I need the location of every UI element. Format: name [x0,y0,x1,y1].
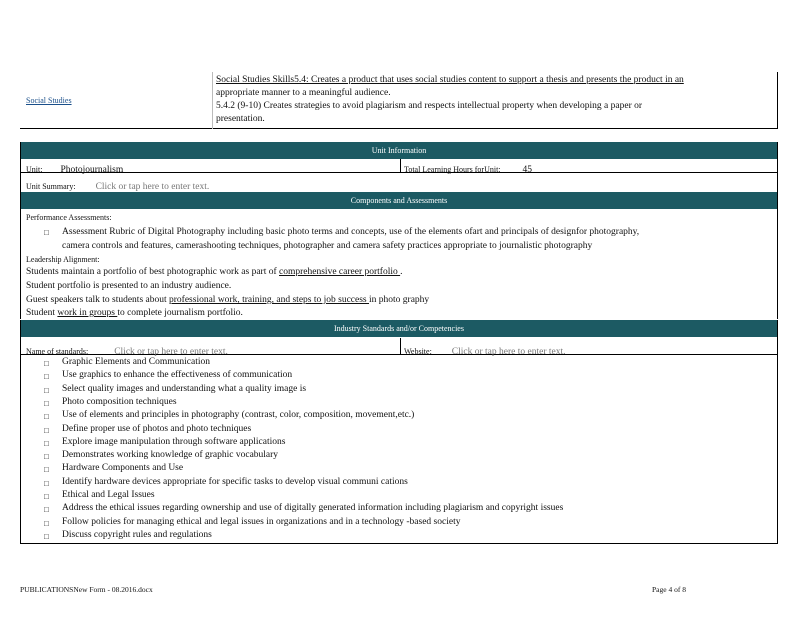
list-item: Define proper use of photos and photo techniques [62,424,252,434]
leadership-line-3-pre: Guest speakers talk to students about [26,295,170,305]
hours-row [404,159,532,177]
leadership-line-3-post: in photo graphy [369,295,430,305]
leadership-line-1 [26,266,402,279]
checkbox-icon: □ [44,372,49,381]
checkbox-icon: □ [44,505,49,514]
leadership-line-3-link: professional work, training, and steps to job success [169,295,370,305]
checkbox-icon: □ [44,426,49,435]
checkbox-icon: □ [44,479,49,488]
list-item: Hardware Components and Use [62,463,184,473]
hours-value[interactable]: 45 [522,165,533,175]
list-item: Identify hardware devices appropriate for specific tasks to develop visual communi cations [62,477,408,487]
footer-filename: PUBLICATIONSNew Form - 08.2016.docx [20,585,153,594]
leadership-line-2 [26,280,231,293]
checkbox-icon: □ [44,492,49,501]
website-label: Website: [404,347,432,356]
leadership-line-4-pre: Student [26,308,58,318]
leadership-line-1-post: . [400,267,403,277]
standard-line-1: Social Studies Skills5.4: Creates a product that uses social studies content to support a thesis and presents the product in an [216,75,684,85]
leadership-label: Leadership Alignment: [26,255,100,264]
unit-value[interactable]: Photojournalism [60,165,124,175]
checkbox-icon: □ [44,228,49,237]
list-item: Ethical and Legal Issues [62,490,155,500]
performance-line-1: Assessment Rubric of Digital Photography including basic photo terms and concepts, use of the elements ofart and principals of designfor photography, [62,227,640,237]
standards-name-label: Name of standards: [26,347,89,356]
list-item: Graphic Elements and Communication [62,357,211,367]
website-row [404,341,566,359]
leadership-line-4 [26,307,243,320]
list-item: Follow policies for managing ethical and legal issues in organizations and in a technology -based society [62,517,461,527]
components-header: Components and Assessments [20,192,778,209]
checkbox-icon: □ [44,465,49,474]
hours-label: Total Learning Hours forUnit: [404,165,501,174]
checkbox-icon: □ [44,439,49,448]
standards-block [216,74,776,126]
standard-line-3: 5.4.2 (9-10) Creates strategies to avoid plagiarism and respects intellectual property when developing a paper or [216,101,643,111]
footer-page-number: Page 4 of 8 [652,585,686,594]
list-item: Discuss copyright rules and regulations [62,530,212,540]
leadership-line-1-link: comprehensive career portfolio [279,267,401,277]
checkbox-icon: □ [44,412,49,421]
list-item: Select quality images and understanding what a quality image is [62,384,307,394]
checkbox-icon: □ [44,359,49,368]
summary-input[interactable]: Click or tap here to enter text. [95,182,210,192]
unit-information-header: Unit Information [20,142,778,159]
leadership-line-3 [26,294,429,307]
checkbox-icon: □ [44,386,49,395]
checkbox-icon: □ [44,519,49,528]
leadership-line-1-pre: Students maintain a portfolio of best photographic work as part of [26,267,280,277]
list-item: Address the ethical issues regarding ownership and use of digitally generated information including plagiarism and copyright issues [62,503,564,513]
performance-line-2: camera controls and features, camerashooting techniques, photographer and camera safety practices appropriate to journalistic photography [62,241,593,251]
unit-row [26,159,123,177]
leadership-line-2-pre: Student portfolio is presented to an industry audience. [26,281,232,291]
subject-label: Social Studies [26,96,72,105]
list-item: Photo composition techniques [62,397,177,407]
checkbox-icon: □ [44,532,49,541]
website-input[interactable]: Click or tap here to enter text. [451,347,566,357]
unit-label: Unit: [26,165,43,174]
standard-line-4: presentation. [216,114,265,124]
leadership-line-4-post: to complete journalism portfolio. [117,308,243,318]
leadership-line-4-link: work in groups [57,308,118,318]
standard-line-2: appropriate manner to a meaningful audience. [216,88,391,98]
list-item: Explore image manipulation through software applications [62,437,286,447]
list-item: Use graphics to enhance the effectiveness of communication [62,370,293,380]
list-item: Use of elements and principles in photography (contrast, color, composition, movement,etc.) [62,410,415,420]
industry-header: Industry Standards and/or Competencies [20,320,778,337]
list-item: Demonstrates working knowledge of graphic vocabulary [62,450,279,460]
standards-name-input[interactable]: Click or tap here to enter text. [114,347,228,357]
performance-label: Performance Assessments: [26,213,112,222]
summary-label: Unit Summary: [26,182,76,191]
checkbox-icon: □ [44,399,49,408]
checkbox-icon: □ [44,452,49,461]
